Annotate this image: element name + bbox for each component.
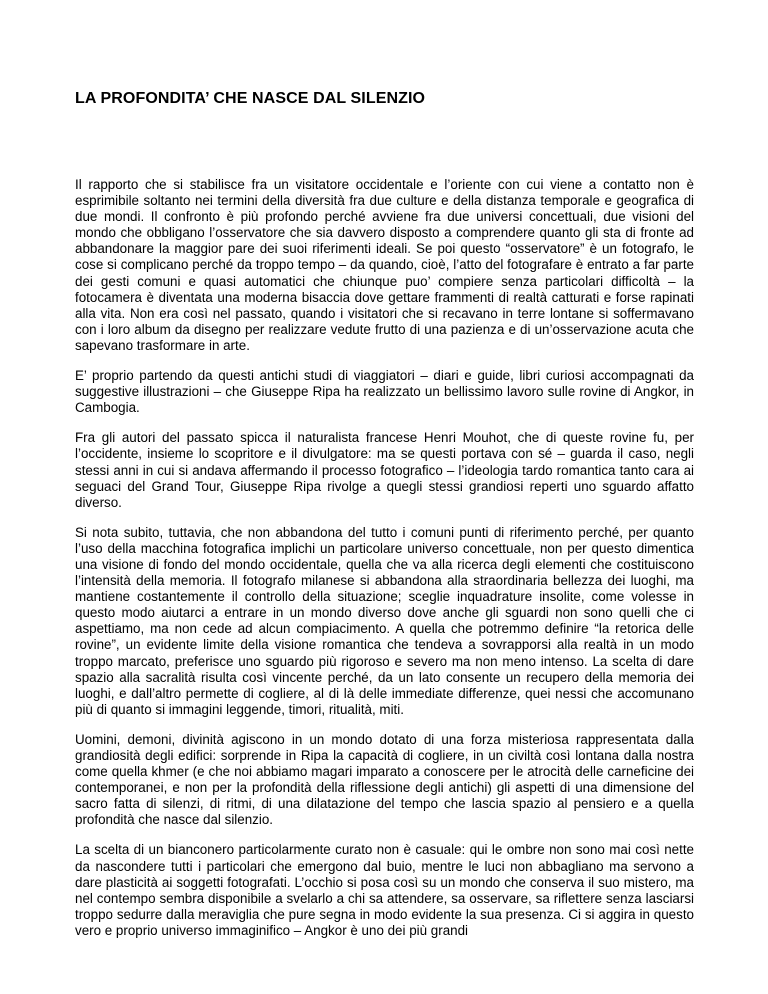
paragraph: Si nota subito, tuttavia, che non abbandona del tutto i comuni punti di riferimento perché, per quanto l’uso della macchina fotografica implichi un particolare universo concettuale, non per questo dimentica una visione di fondo del mondo occidentale, quella che va alla ricerca degli elementi che costituiscono l’intensità della memoria. Il fotografo milanese si abbandona alla straordinaria bellezza dei luoghi, ma mantiene costantemente il controllo della situazione; sceglie inquadrature insolite, come volesse in questo modo aiutarci a entrare in un mondo diverso dove anche gli sguardi non sono quelli che ci aspettiamo, ma non cede ad alcun compiacimento. A quella che potremmo definire “la retorica delle rovine”, un evidente limite della visione romantica che tendeva a sovrapporsi alla realtà in un modo troppo marcato, preferisce uno sguardo più rigoroso e severo ma non meno intenso. La scelta di dare spazio alla sacralità risulta così vincente perché, da un lato consente un recupero della memoria dei luoghi, e dall’altro permette di cogliere, al di là delle immediate differenze, quei nessi che accomunano più di quanto si immagini leggende, timori, ritualità, miti. <box>75 524 694 717</box>
paragraph: La scelta di un bianconero particolarmente curato non è casuale: qui le ombre non sono mai così nette da nascondere tutti i particolari che emergono dal buio, mentre le luci non abbagliano ma servono a dare plasticità ai soggetti fotografati. L’occhio si posa così su un mondo che conserva il suo mistero, ma nel contempo sembra disponibile a svelarlo a chi sa attendere, sa osservare, sa riflettere senza lasciarsi troppo sedurre dalla meraviglia che pure segna in modo evidente la sua presenza. Ci si aggira in questo vero e proprio universo immaginifico – Angkor è uno dei più grandi <box>75 842 694 938</box>
document-body <box>75 177 694 953</box>
paragraph: Uomini, demoni, divinità agiscono in un mondo dotato di una forza misteriosa rappresentata dalla grandiosità degli edifici: sorprende in Ripa la capacità di cogliere, in un civiltà così lontana dalla nostra come quella khmer (e che noi abbiamo magari imparato a conoscere per le atrocità delle carneficine dei contemporanei, e non per la profondità della riflessione degli antichi) gli aspetti di una dimensione del sacro fatta di silenzi, di ritmi, di una dilatazione del tempo che lascia spazio al pensiero e a quella profondità che nasce dal silenzio. <box>75 731 694 828</box>
paragraph: E’ proprio partendo da questi antichi studi di viaggiatori – diari e guide, libri curiosi accompagnati da suggestive illustrazioni – che Giuseppe Ripa ha realizzato un bellissimo lavoro sulle rovine di Angkor, in Cambogia. <box>75 368 694 416</box>
paragraph: Fra gli autori del passato spicca il naturalista francese Henri Mouhot, che di queste rovine fu, per l’occidente, insieme lo scopritore e il divulgatore: ma se questi portava con sé – guarda il caso, negli stessi anni in cui si andava affermando il processo fotografico – l’ideologia tardo romantica tanto cara ai seguaci del Grand Tour, Giuseppe Ripa rivolge a quegli stessi grandiosi reperti uno sguardo affatto diverso. <box>75 430 694 510</box>
paragraph: Il rapporto che si stabilisce fra un visitatore occidentale e l’oriente con cui viene a contatto non è esprimibile soltanto nei termini della diversità fra due culture e della distanza temporale e geografica di due mondi. Il confronto è più profondo perché avviene fra due universi concettuali, due visioni del mondo che obbligano l’osservatore che sia davvero disposto a comprendere quanto gli sta di fronte ad abbandonare la maggior pare dei suoi riferimenti ideali. Se poi questo “osservatore” è un fotografo, le cose si complicano perché da troppo tempo – da quando, cioè, l’atto del fotografare è entrato a far parte dei gesti comuni e quasi automatici che chiunque puo’ compiere senza particolari difficoltà – la fotocamera è diventata una moderna bisaccia dove gettare frammenti di realtà catturati e forse rapinati alla vita. Non era così nel passato, quando i visitatori che si recavano in terre lontane si soffermavano con i loro album da disegno per realizzare vedute frutto di una pazienza e di un’osservazione acuta che sapevano trasformare in arte. <box>75 177 694 353</box>
document-title: LA PROFONDITA’ CHE NASCE DAL SILENZIO <box>75 90 426 107</box>
